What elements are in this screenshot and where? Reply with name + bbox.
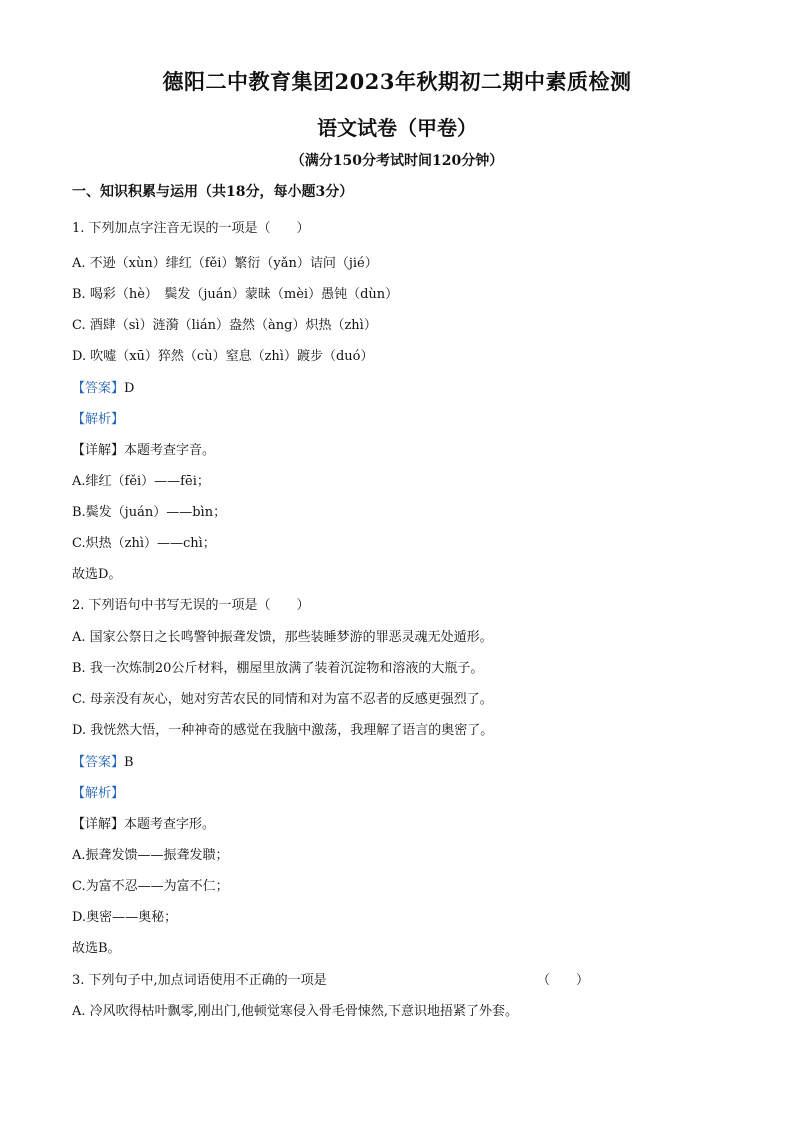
page-subtitle: 语文试卷（甲卷） (317, 116, 477, 140)
answer-label: 【答案】 (72, 755, 125, 770)
question-1-option-b: B. 喝彩（hè） 鬓发（juán）蒙昧（mèi）愚钝（dùn） (72, 287, 399, 302)
question-1-conclusion: 故选D。 (72, 567, 122, 582)
question-2-stem: 2. 下列语句中书写无误的一项是（ ） (72, 598, 310, 613)
question-1-answer (72, 380, 134, 398)
question-1-note-a: A.绯红（fěi）——fēi； (72, 474, 210, 489)
detail-label: 【详解】 (72, 443, 125, 458)
question-2-conclusion: 故选B。 (72, 941, 121, 956)
question-1-option-d: D. 吹嘘（xū）猝然（cù）窒息（zhì）踱步（duó） (72, 349, 374, 364)
detail-label: 【详解】 (72, 817, 125, 832)
page-title: 德阳二中教育集团2023年秋期初二期中素质检测 (162, 69, 632, 94)
section-heading: 一、知识积累与运用（共18分，每小题3分） (72, 184, 354, 200)
detail-text: 本题考查字音。 (124, 443, 216, 458)
question-1-stem: 1. 下列加点字注音无误的一项是（ ） (72, 221, 310, 236)
question-1-note-c: C.炽热（zhì）——chì； (72, 536, 216, 551)
question-2-detail (72, 816, 215, 834)
question-3-option-a: A. 冷风吹得枯叶飘零,刚出门,他顿觉寒侵入骨毛骨悚然,下意识地捂紧了外套。 (72, 1004, 519, 1019)
answer-value: B (124, 755, 134, 770)
question-2-note-c: C.为富不忍——为富不仁； (72, 879, 229, 894)
question-2-note-a: A.振聋发馈——振聋发聩； (72, 848, 229, 863)
question-2-option-d: D. 我恍然大悟，一种神奇的感觉在我脑中激荡，我理解了语言的奥密了。 (72, 723, 494, 738)
question-1-option-c: C. 酒肆（sì）涟漪（lián）盎然（àng）炽热（zhì） (72, 318, 377, 333)
exam-note: （满分150分考试时间120分钟） (290, 153, 504, 169)
question-1-analysis-label: 【解析】 (72, 412, 125, 427)
question-2-note-d: D.奥密——奥秘； (72, 910, 178, 925)
answer-value: D (124, 381, 135, 396)
question-2-option-a: A. 国家公祭日之长鸣警钟振聋发馈，那些装睡梦游的罪恶灵魂无处遁形。 (72, 630, 493, 645)
question-1-option-a: A. 不逊（xùn）绯红（fěi）繁衍（yǎn）诘问（jié） (72, 256, 378, 271)
question-1-note-b: B.鬓发（juán）——bìn； (72, 505, 227, 520)
question-1-detail (72, 442, 215, 460)
detail-text: 本题考查字形。 (124, 817, 216, 832)
question-3-answer-blank: （ ） (537, 973, 590, 988)
question-3-stem: 3. 下列句子中,加点词语使用不正确的一项是 (72, 973, 327, 988)
question-2-answer (72, 754, 134, 772)
answer-label: 【答案】 (72, 381, 125, 396)
question-2-option-c: C. 母亲没有灰心，她对穷苦农民的同情和对为富不忍者的反感更强烈了。 (72, 692, 493, 707)
question-2-option-b: B. 我一次炼制20公斤材料，棚屋里放满了装着沉淀物和溶液的大瓶子。 (72, 661, 484, 676)
question-2-analysis-label: 【解析】 (72, 786, 125, 801)
